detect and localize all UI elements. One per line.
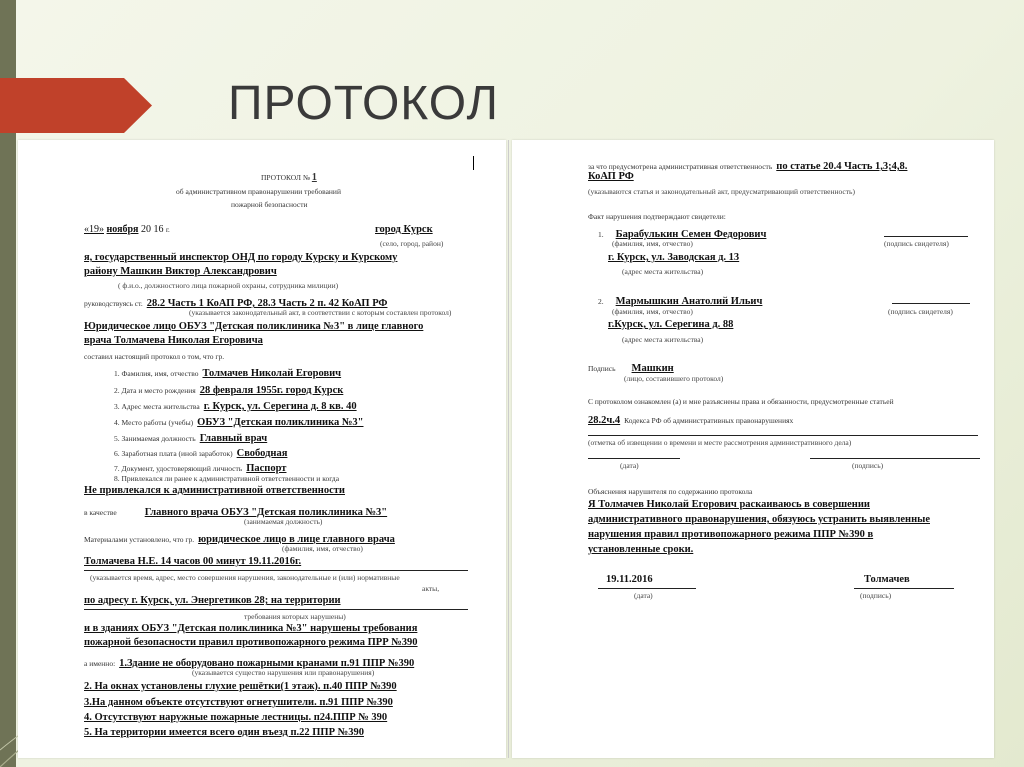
explanation-label: Объяснения нарушителя по содержанию протокола [588,487,753,496]
explanation-line3: нарушения правил противопожарного режима ППР №390 в [588,529,874,540]
time-caption1: (указывается время, адрес, место совершения нарушения, законодательные и (или) нормативные [90,573,400,582]
entity-line1: Юридическое лицо ОБУЗ "Детская поликлиника №3" в лице главного [84,321,424,332]
final-date-line [598,588,696,589]
item-2: 2. Дата и место рождения 28 февраля 1955г. город Курск [114,385,344,396]
provision-line: за что предусмотрена административная ответственность по статье 20.4 Часть 1,3;4,8. [588,161,908,172]
guided-line: руководствуясь ст. 28.2 Часть 1 КоАП РФ, 28.3 Часть 2 п. 42 КоАП РФ [84,298,388,309]
explanation-line4: установленные сроки. [588,544,694,555]
page-divider [508,140,509,758]
compiled-line: составил настоящий протокол о том, что гр. [84,352,225,361]
review-caption: (отметка об извещении о времени и месте рассмотрения административного дела) [588,438,852,447]
address-caption: требования которых нарушены) [244,612,346,621]
building-line1: и в зданиях ОБУЗ "Детская поликлиника №3" нарушены требования [84,623,418,634]
review-line [588,435,978,436]
title-arrow-shape [0,78,152,133]
building-line2: пожарной безопасности правил противопожарного режима ПРР №390 [84,637,418,648]
namely-caption: (указывается существо нарушения или правонарушения) [192,668,375,677]
item-7: 7. Документ, удостоверяющий личность Паспорт [114,463,287,474]
final-sign-caption: (подпись) [860,591,892,600]
violation-4: 4. Отсутствуют наружные пожарные лестницы. п24.ППР № 390 [84,712,388,723]
item-5: 5. Занимаемая должность Главный врач [114,433,268,444]
as-line: в качестве Главного врача ОБУЗ "Детская поликлиника №3" [84,507,388,518]
familiar-line2: 28.2ч.4 Кодекса РФ об административных правонарушениях [588,415,794,426]
item-8: 8. Привлекался ли ранее к административной ответственности и когда [114,474,340,483]
witness-2-sign-line [892,303,970,304]
time-underline [84,570,468,571]
violation-5: 5. На территории имеется всего один въезд п.22 ППР №390 [84,727,364,738]
protocol-page-left [18,140,506,758]
entity-line2: врача Толмачева Николая Егоровича [84,335,263,346]
time-caption2: акты, [422,584,440,593]
final-sign: Толмачев [864,574,910,585]
inspector-line1: я, государственный инспектор ОНД по городу Курску и Курскому [84,252,398,263]
as-caption: (занимаемая должность) [244,517,323,526]
provision-caption: (указываются статья и законодательный акт, предусматривающий ответственность) [588,187,855,196]
subtitle-line2: пожарной безопасности [231,200,308,209]
witness-2-address: г.Курск, ул. Серегина д. 88 [608,319,734,330]
inspector-caption: ( ф.и.о., должностного лица пожарной охраны, сотрудника милиции) [118,281,339,290]
final-date: 19.11.2016 [606,574,653,585]
materials-line: Материалами установлено, что гр. юридическое лицо в лице главного врача [84,534,395,545]
protocol-city: город Курск [375,224,433,235]
address-line: по адресу г. Курск, ул. Энергетиков 28; на территории [84,595,341,606]
namely-line: а именно: 1.Здание не оборудовано пожарными кранами п.91 ППР №390 [84,658,415,669]
witness-2-caption: (фамилия, имя, отчество) [612,307,693,316]
item-1: 1. Фамилия, имя, отчество Толмачев Николай Егорович [114,368,342,379]
witness-1-caption: (фамилия, имя, отчество) [612,239,693,248]
not-involved: Не привлекался к административной ответственности [84,485,345,496]
item-4: 4. Место работы (учебы) ОБУЗ "Детская поликлиника №3" [114,417,364,428]
witness-1: 1. Барабулькин Семен Федорович [598,229,767,240]
witness-1-sign-line [884,236,968,237]
signature-line: Подпись Машкин [588,363,674,374]
slide-title: ПРОТОКОЛ [228,77,500,130]
signature-caption: (лицо, составившего протокол) [624,374,724,383]
protocol-date: «19» ноября 20 16 г. [84,224,170,235]
sign-caption: (подпись) [852,461,884,470]
date-caption: (дата) [620,461,639,470]
sign-line [810,458,980,459]
violation-3: 3.На данном объекте отсутствуют огнетушители. п.91 ППР №390 [84,697,393,708]
date-line [588,458,680,459]
city-caption: (село, город, район) [380,239,444,248]
protocol-header: ПРОТОКОЛ № 1 [261,172,317,183]
item-3: 3. Адрес места жительства г. Курск, ул. Серегина д. 8 кв. 40 [114,401,357,412]
address-underline [84,609,468,610]
witness-label: Факт нарушения подтверждают свидетели: [588,212,726,221]
explanation-line1: Я Толмачев Николай Егорович раскаиваюсь в совершении [588,499,870,510]
guided-caption: (указывается законодательный акт, в соответствии с которым составлен протокол) [189,308,452,317]
witness-2-sign-caption: (подпись свидетеля) [888,307,953,316]
witness-2-address-caption: (адрес места жительства) [622,335,704,344]
materials-caption: (фамилия, имя, отчество) [282,544,363,553]
time-line: Толмачева Н.Е. 14 часов 00 минут 19.11.2016г. [84,556,302,567]
item-6: 6. Заработная плата (иной заработок) Свободная [114,448,288,459]
violation-2: 2. На окнах установлены глухие решётки(1 этаж). п.40 ППР №390 [84,681,397,692]
final-date-caption: (дата) [634,591,653,600]
provision-line2: КоАП РФ [588,171,634,182]
familiar-line1: С протоколом ознакомлен (а) и мне разъяснены права и обязанности, предусмотренные статьей [588,397,894,406]
witness-1-address: г. Курск, ул. Заводская д. 13 [608,252,740,263]
explanation-line2: административного правонарушения, обязуюсь устранить выявленные [588,514,930,525]
text-cursor [473,156,474,170]
protocol-page-right [512,140,994,758]
witness-1-address-caption: (адрес места жительства) [622,267,704,276]
witness-2: 2. Мармышкин Анатолий Ильич [598,296,763,307]
inspector-line2: району Машкин Виктор Александрович [84,266,277,277]
witness-1-sign-caption: (подпись свидетеля) [884,239,949,248]
final-sign-line [854,588,954,589]
subtitle-line1: об административном правонарушении требований [176,187,341,196]
